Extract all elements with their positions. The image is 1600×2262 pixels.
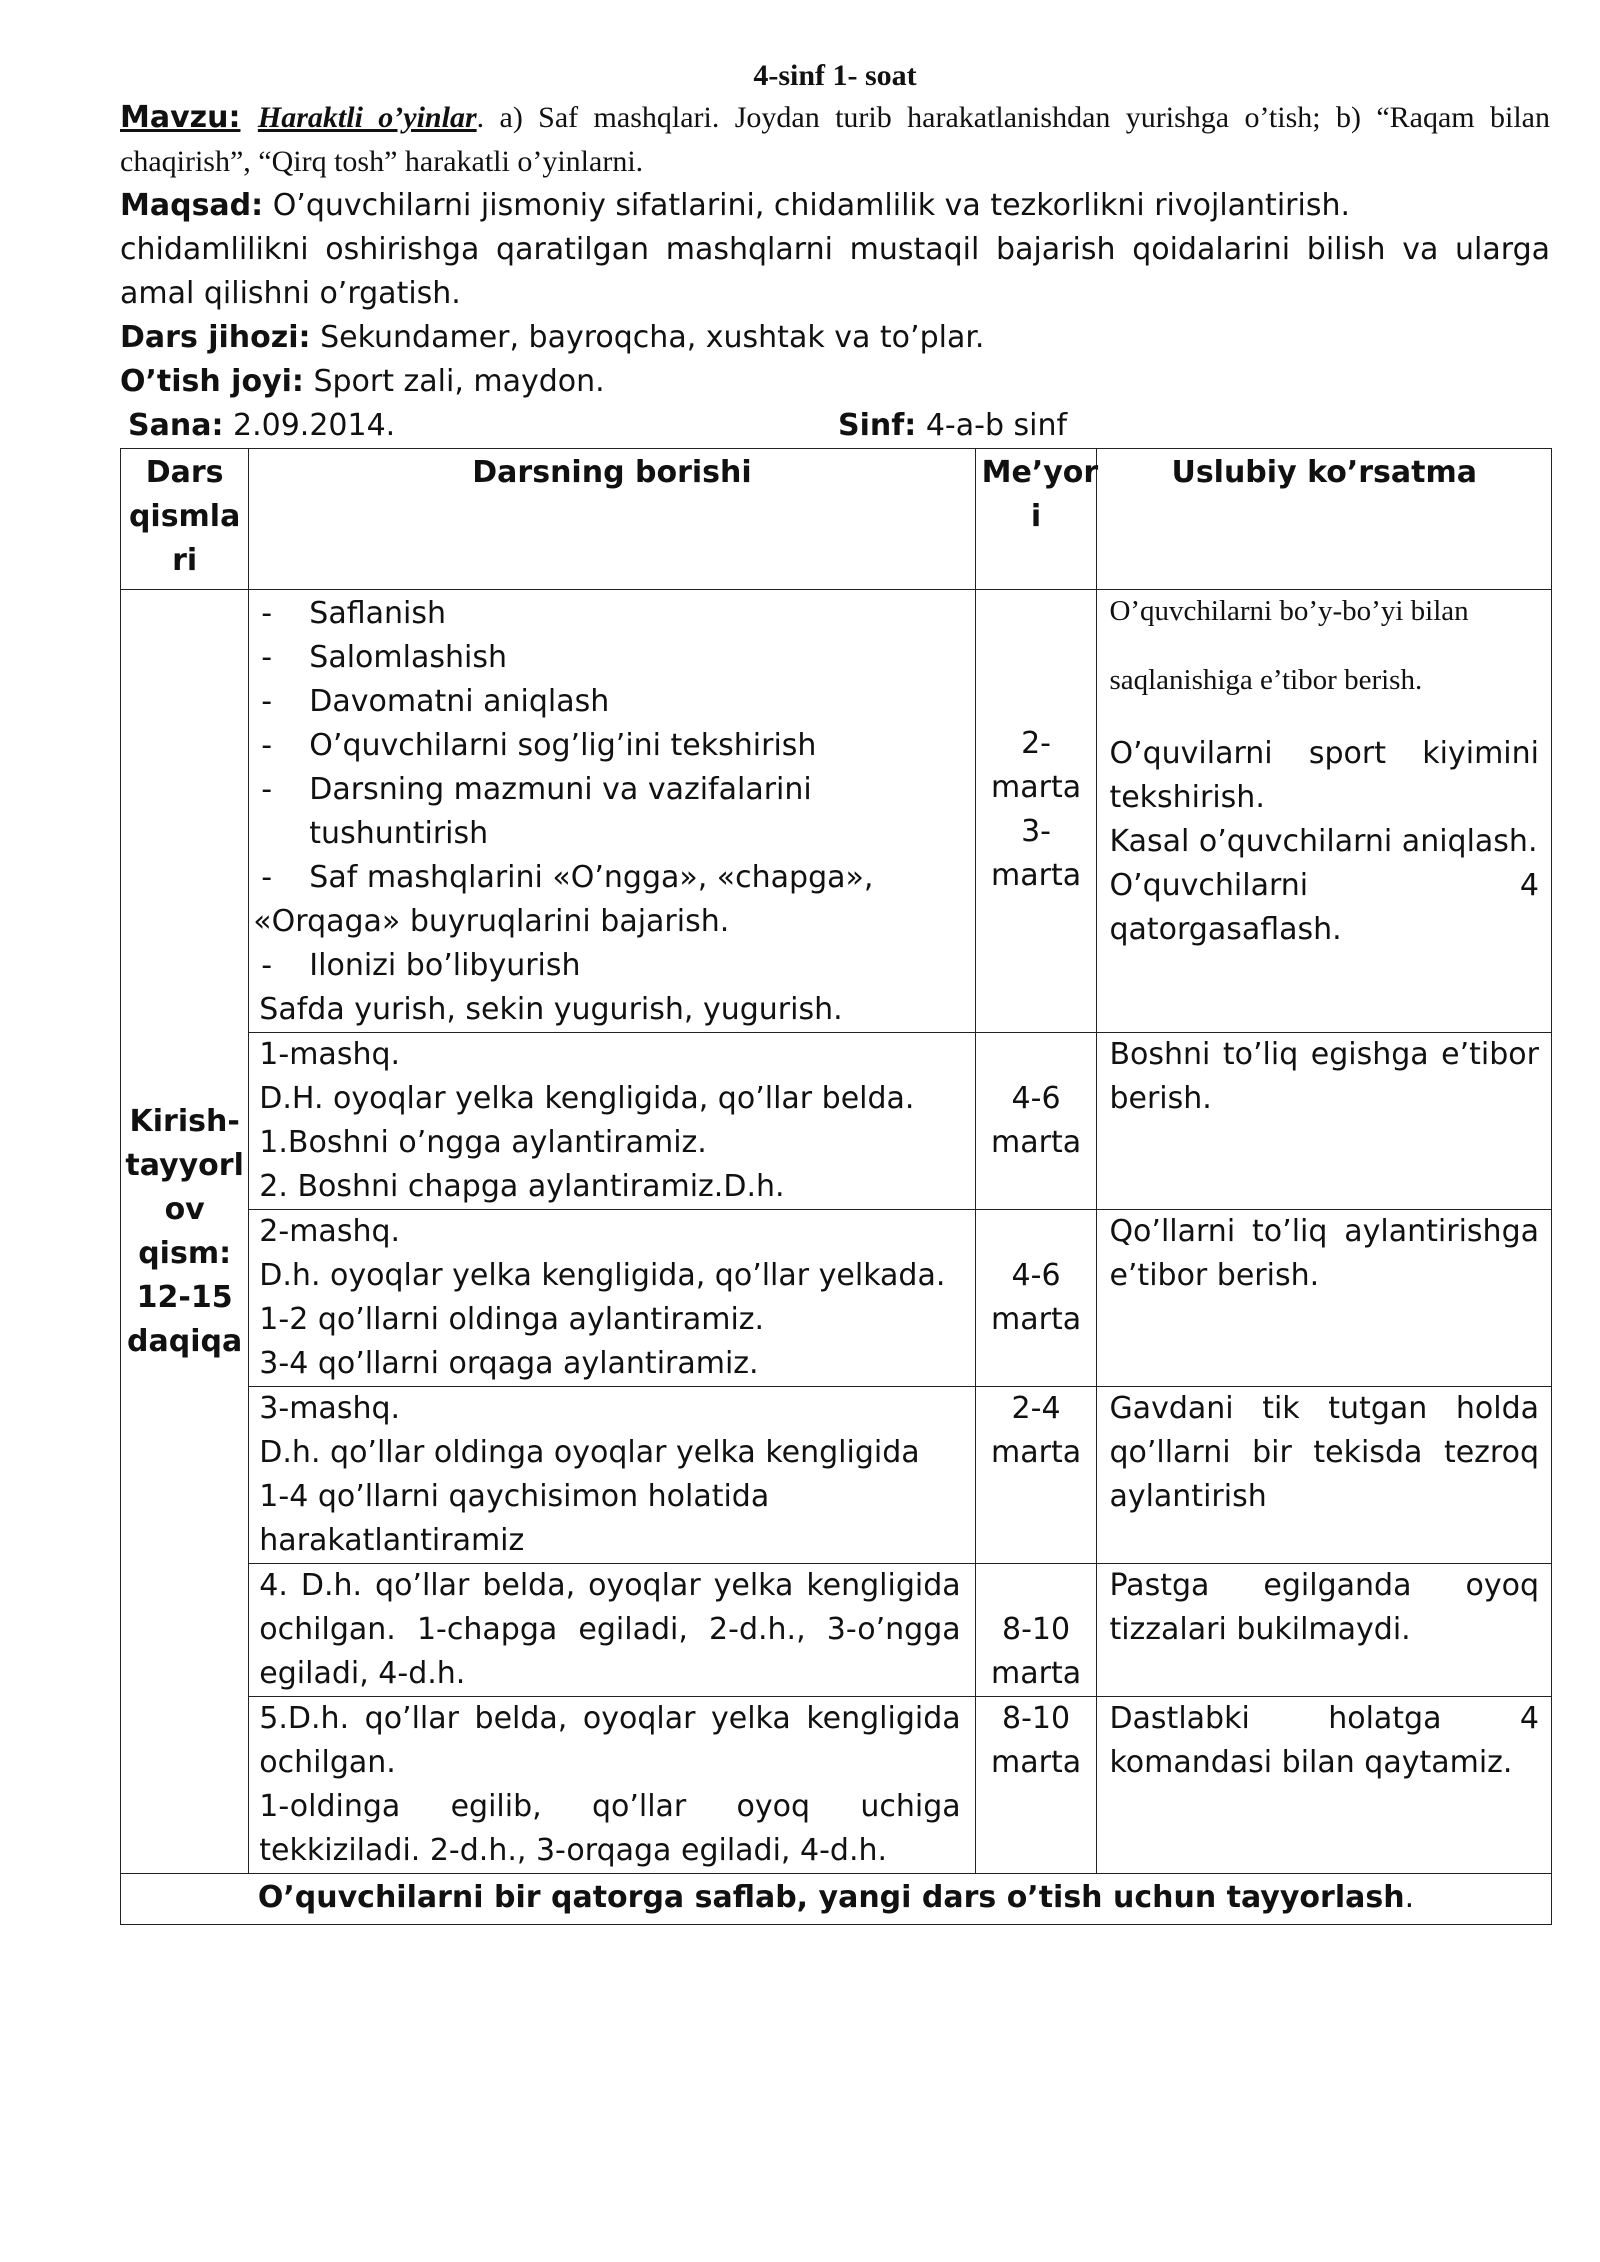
norm-text: 2- [1021, 726, 1051, 761]
sinf-text: 4-a-b sinf [916, 408, 1068, 443]
table-row [121, 1564, 1552, 1697]
footer-cell [121, 1874, 1552, 1925]
dash-bullet: - [261, 596, 273, 631]
content-line: 1-oldinga egilib, qo’llar oyoq uchiga tekkiziladi. 2-d.h., 3-orqaga egiladi, 4-d.h. [259, 1789, 961, 1868]
table-row [121, 1033, 1552, 1210]
content-line: 2-mashq. [259, 1214, 401, 1249]
method-text: O’quvchilarni 4 qatorgasaflash. [1109, 868, 1539, 947]
content-line: Safda yurish, sekin yugurish, yugurish. [259, 992, 843, 1027]
content-line: 3-4 qo’llarni orqaga aylantiramiz. [259, 1346, 759, 1381]
sinf-label: Sinf: [838, 408, 917, 443]
header-darsning-borishi: Darsning borishi [249, 449, 975, 590]
content-line: 5.D.h. qo’llar belda, oyoqlar yelka kengligida ochilgan. [259, 1701, 961, 1780]
method-cell: Gavdani tik tutgan holda qo’llarni bir tekisda tezroq aylantirish [1097, 1387, 1552, 1564]
content-line: 1-mashq. [259, 1037, 401, 1072]
list-item [259, 768, 960, 856]
content-line: 1-2 qo’llarni oldinga aylantiramiz. [259, 1302, 765, 1337]
method-cell: Dastlabki holatga 4 komandasi bilan qaytamiz. [1097, 1697, 1552, 1874]
footer-period: . [1404, 1880, 1415, 1915]
table-row [121, 1697, 1552, 1874]
list-item-text: Salomlashish [309, 640, 507, 675]
mavzu-topic: Haraktli o’yinlar [257, 101, 477, 134]
maqsad-text: O’quvchilarni jismoniy sifatlarini, chidamlilik va tezkorlikni rivojlantirish. [263, 188, 1350, 223]
norm-text: marta [991, 1745, 1082, 1780]
norm-cell [975, 1387, 1097, 1564]
content-line: D.H. oyoqlar yelka kengligida, qo’llar belda. [259, 1081, 915, 1116]
header-uslubiy-korsatma: Uslubiy ko’rsatma [1097, 449, 1552, 590]
table-row [121, 1210, 1552, 1387]
sana-sinf-line [120, 404, 1550, 448]
joy-line [120, 360, 1550, 404]
joy-text: Sport zali, maydon. [303, 364, 605, 399]
norm-text: marta [991, 1656, 1082, 1691]
content-line: D.h. qo’llar oldinga oyoqlar yelka kengligida [259, 1435, 920, 1470]
norm-text: marta [991, 858, 1082, 893]
content-line: D.h. oyoqlar yelka kengligida, qo’llar yelkada. [259, 1258, 946, 1293]
norm-text: marta [991, 1125, 1082, 1160]
dash-bullet: - [261, 640, 273, 675]
dash-bullet: - [261, 772, 273, 807]
part-label-line: daqiqa [127, 1323, 243, 1359]
list-item [259, 944, 960, 988]
header-dars-qismlari: Dars qismla ri [121, 449, 249, 590]
method-text: O’quvchilarni bo’y-bo’yi bilan [1109, 595, 1469, 627]
list-item-continuation: «Orqaga» buyruqlarini bajarish. [253, 904, 730, 939]
norm-text: 4-6 [1011, 1081, 1061, 1116]
norm-text: marta [991, 1435, 1082, 1470]
maqsad-paragraph [120, 184, 1550, 228]
method-cell [1097, 590, 1552, 1033]
list-item-text: O’quvchilarni sog’lig’ini tekshirish [309, 728, 817, 763]
part-label-line: qism: [138, 1235, 232, 1271]
list-item-text: Darsning mazmuni va vazifalarini tushuntirish [309, 772, 812, 851]
dash-bullet: - [261, 728, 273, 763]
mavzu-text: . a) Saf mashqlari. Joydan turib harakatlanishdan yurishga o’tish; b) “Raqam bilan chaqirish”, “Qirq tosh” harakatli o’yinlarni. [120, 101, 1550, 178]
sana-text: 2.09.2014. [223, 408, 396, 443]
dash-bullet: - [261, 948, 273, 983]
sana-block [120, 404, 838, 448]
method-cell: Boshni to’liq egishga e’tibor berish. [1097, 1033, 1552, 1210]
content-cell: 4. D.h. qo’llar belda, oyoqlar yelka kengligida ochilgan. 1-chapga egiladi, 2-d.h., 3-o’ngga egiladi, 4-d.h. [249, 1564, 975, 1697]
lesson-plan-page [120, 56, 1550, 1925]
list-item-text: Saflanish [309, 596, 446, 631]
lesson-part-cell [121, 590, 249, 1874]
jihoz-line [120, 316, 1550, 360]
method-text: Kasal o’quvchilarni aniqlash. [1109, 824, 1538, 859]
method-cell: Pastga egilganda oyoq tizzalari bukilmaydi. [1097, 1564, 1552, 1697]
content-line: 3-mashq. [259, 1391, 401, 1426]
method-text: saqlanishiga e’tibor berish. [1109, 664, 1423, 696]
jihoz-text: Sekundamer, bayroqcha, xushtak va to’plar. [310, 320, 985, 355]
dash-bullet: - [261, 860, 273, 895]
dash-bullet: - [261, 684, 273, 719]
content-cell [249, 1697, 975, 1874]
content-cell [249, 590, 975, 1033]
norm-text: marta [991, 770, 1082, 805]
list-item [259, 636, 960, 680]
maqsad-paragraph-2: chidamlilikni oshirishga qaratilgan mashqlarni mustaqil bajarish qoidalarini bilish va ularga amal qilishni o’rgatish. [120, 232, 1550, 311]
part-label-line: Kirish- [129, 1103, 240, 1139]
jihoz-label: Dars jihozi: [120, 320, 311, 355]
mavzu-label: Mavzu: [120, 100, 241, 135]
sinf-block [838, 404, 1067, 448]
table-row [121, 1387, 1552, 1564]
content-cell [249, 1387, 975, 1564]
method-cell: Qo’llarni to’liq aylantirishga e’tibor berish. [1097, 1210, 1552, 1387]
joy-label: O’tish joyi: [120, 364, 304, 399]
list-item [259, 856, 960, 900]
norm-cell [975, 590, 1097, 1033]
lesson-table [120, 448, 1552, 1925]
sana-label: Sana: [128, 408, 224, 443]
list-item-text: Ilonizi bo’libyurish [309, 948, 581, 983]
part-label-line: 12-15 [136, 1279, 233, 1315]
list-item [259, 592, 960, 636]
document-title: 4-sinf 1- soat [753, 59, 917, 92]
part-label-line: tayyorl [125, 1147, 244, 1183]
footer-text: O’quvchilarni bir qatorga saflab, yangi dars o’tish uchun tayyorlash [257, 1880, 1405, 1915]
norm-cell [975, 1210, 1097, 1387]
content-cell [249, 1210, 975, 1387]
maqsad-label: Maqsad: [120, 188, 264, 223]
list-item-text: Saf mashqlarini «O’ngga», «chapga», [309, 860, 874, 895]
norm-text: 3- [1021, 814, 1051, 849]
list-item [259, 680, 960, 724]
norm-text: marta [991, 1302, 1082, 1337]
list-item [259, 724, 960, 768]
part-label-line: ov [164, 1191, 205, 1227]
content-line: 1-4 qo’llarni qaychisimon holatida harakatlantiramiz [259, 1479, 770, 1558]
norm-cell [975, 1564, 1097, 1697]
norm-text: 8-10 [1002, 1701, 1071, 1736]
method-text: O’quvilarni sport kiyimini tekshirish. [1109, 736, 1539, 815]
norm-text: 2-4 [1011, 1391, 1061, 1426]
content-line: 1.Boshni o’ngga aylantiramiz. [259, 1125, 707, 1160]
table-row [121, 590, 1552, 1033]
content-cell [249, 1033, 975, 1210]
mavzu-paragraph [120, 96, 1550, 184]
list-item-text: Davomatni aniqlash [309, 684, 610, 719]
norm-cell [975, 1697, 1097, 1874]
content-line: 2. Boshni chapga aylantiramiz.D.h. [259, 1169, 785, 1204]
table-footer-row [121, 1874, 1552, 1925]
norm-cell [975, 1033, 1097, 1210]
table-header-row [121, 449, 1552, 590]
norm-text: 8-10 [1002, 1612, 1071, 1647]
header-meyori: Me’yor i [975, 449, 1097, 590]
norm-text: 4-6 [1011, 1258, 1061, 1293]
